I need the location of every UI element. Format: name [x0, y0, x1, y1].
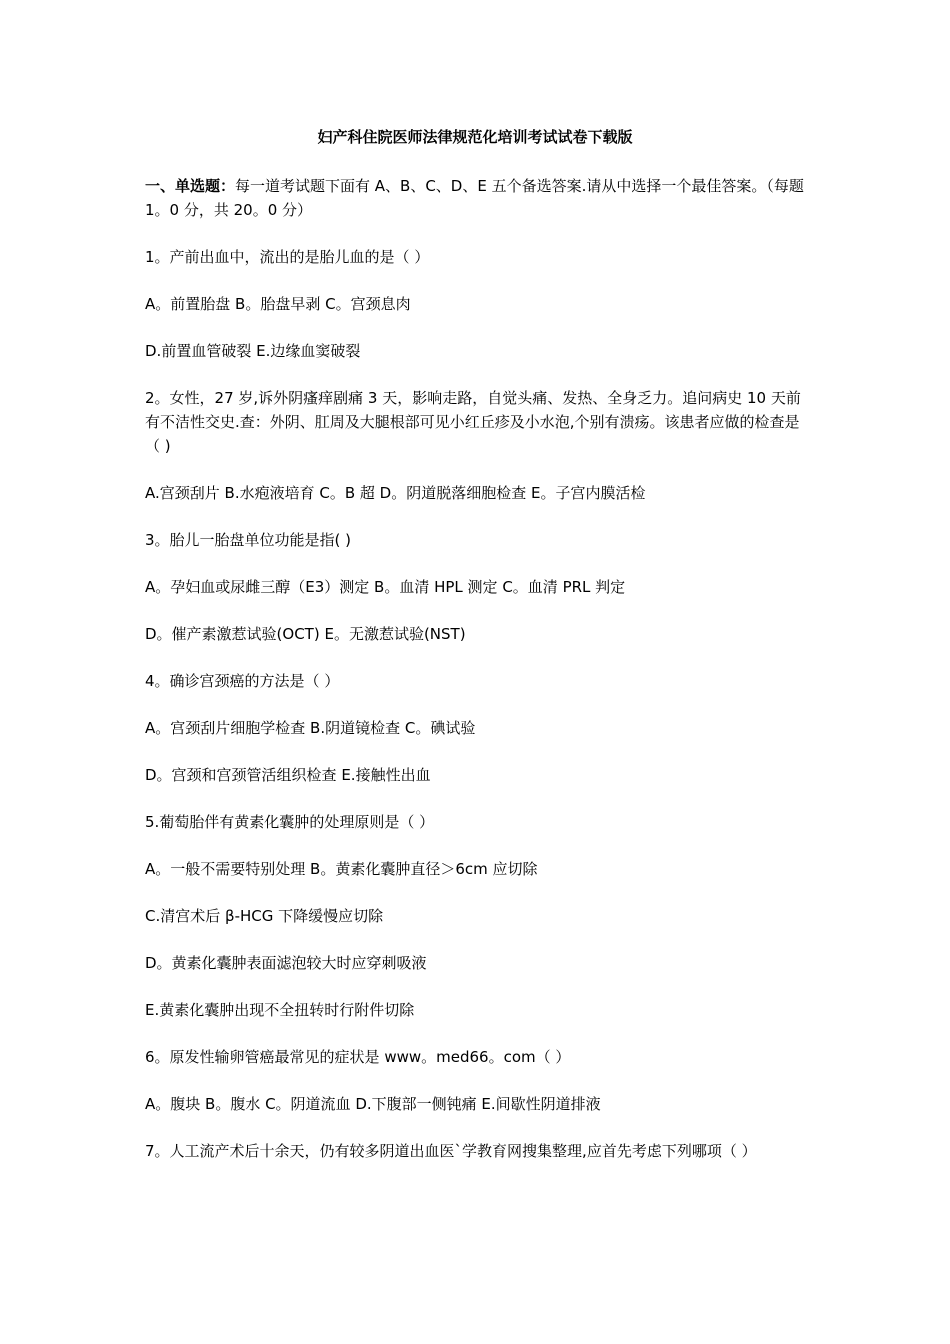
paragraph: 5.葡萄胎伴有黄素化囊肿的处理原则是（ ）	[145, 813, 435, 831]
paragraph: 1。产前出血中，流出的是胎儿血的是（ ）	[145, 248, 430, 266]
paragraph: A。腹块 B。腹水 C。阴道流血 D.下腹部一侧钝痛 E.间歇性阴道排液	[145, 1095, 601, 1113]
paragraph: D。宫颈和宫颈管活组织检查 E.接触性出血	[145, 766, 431, 784]
paragraph: 2。女性，27 岁,诉外阴瘙痒剧痛 3 天，影响走路，自觉头痛、发热、全身乏力。追问病史 10 天前有不洁性交史.查：外阴、肛周及大腿根部可见小红丘疹及小水泡,个别有溃疡。该患者应做的检查是（ )	[145, 389, 801, 455]
paragraph: A。孕妇血或尿雌三醇（E3）测定 B。血清 HPL 测定 C。血清 PRL 判定	[145, 578, 626, 596]
paragraph: A.宫颈刮片 B.水疱液培育 C。B 超 D。阴道脱落细胞检查 E。子宫内膜活检	[145, 484, 646, 502]
paragraph: D。黄素化囊肿表面滤泡较大时应穿刺吸液	[145, 954, 427, 972]
document-body	[145, 174, 807, 1186]
section-instruction: 每一道考试题下面有 A、B、C、D、E 五个备选答案.请从中选择一个最佳答案。（每题 1。0 分，共 20。0 分）	[145, 177, 804, 219]
paragraph: 7。人工流产术后十余天，仍有较多阴道出血医`学教育网搜集整理,应首先考虑下列哪项（ ）	[145, 1142, 757, 1160]
paragraph: D。催产素激惹试验(OCT) E。无激惹试验(NST)	[145, 625, 466, 643]
paragraph: A。一般不需要特别处理 B。黄素化囊肿直径＞6cm 应切除	[145, 860, 538, 878]
paragraph: 3。胎儿一胎盘单位功能是指( )	[145, 531, 352, 549]
section-intro	[145, 174, 807, 222]
paragraph: 6。原发性输卵管癌最常见的症状是 www。med66。com（ ）	[145, 1048, 571, 1066]
paragraph: A。前置胎盘 B。胎盘早剥 C。宫颈息肉	[145, 295, 411, 313]
paragraph: D.前置血管破裂 E.边缘血窦破裂	[145, 342, 361, 360]
paragraph: A。宫颈刮片细胞学检查 B.阴道镜检查 C。碘试验	[145, 719, 476, 737]
document-title: 妇产科住院医师法律规范化培训考试试卷下载版	[317, 128, 633, 146]
paragraph: C.清宫术后 β-HCG 下降缓慢应切除	[145, 907, 384, 925]
paragraph: 4。确诊宫颈癌的方法是（ ）	[145, 672, 340, 690]
section-heading: 一、单选题：	[145, 177, 236, 195]
paragraph: E.黄素化囊肿出现不全扭转时行附件切除	[145, 1001, 415, 1019]
